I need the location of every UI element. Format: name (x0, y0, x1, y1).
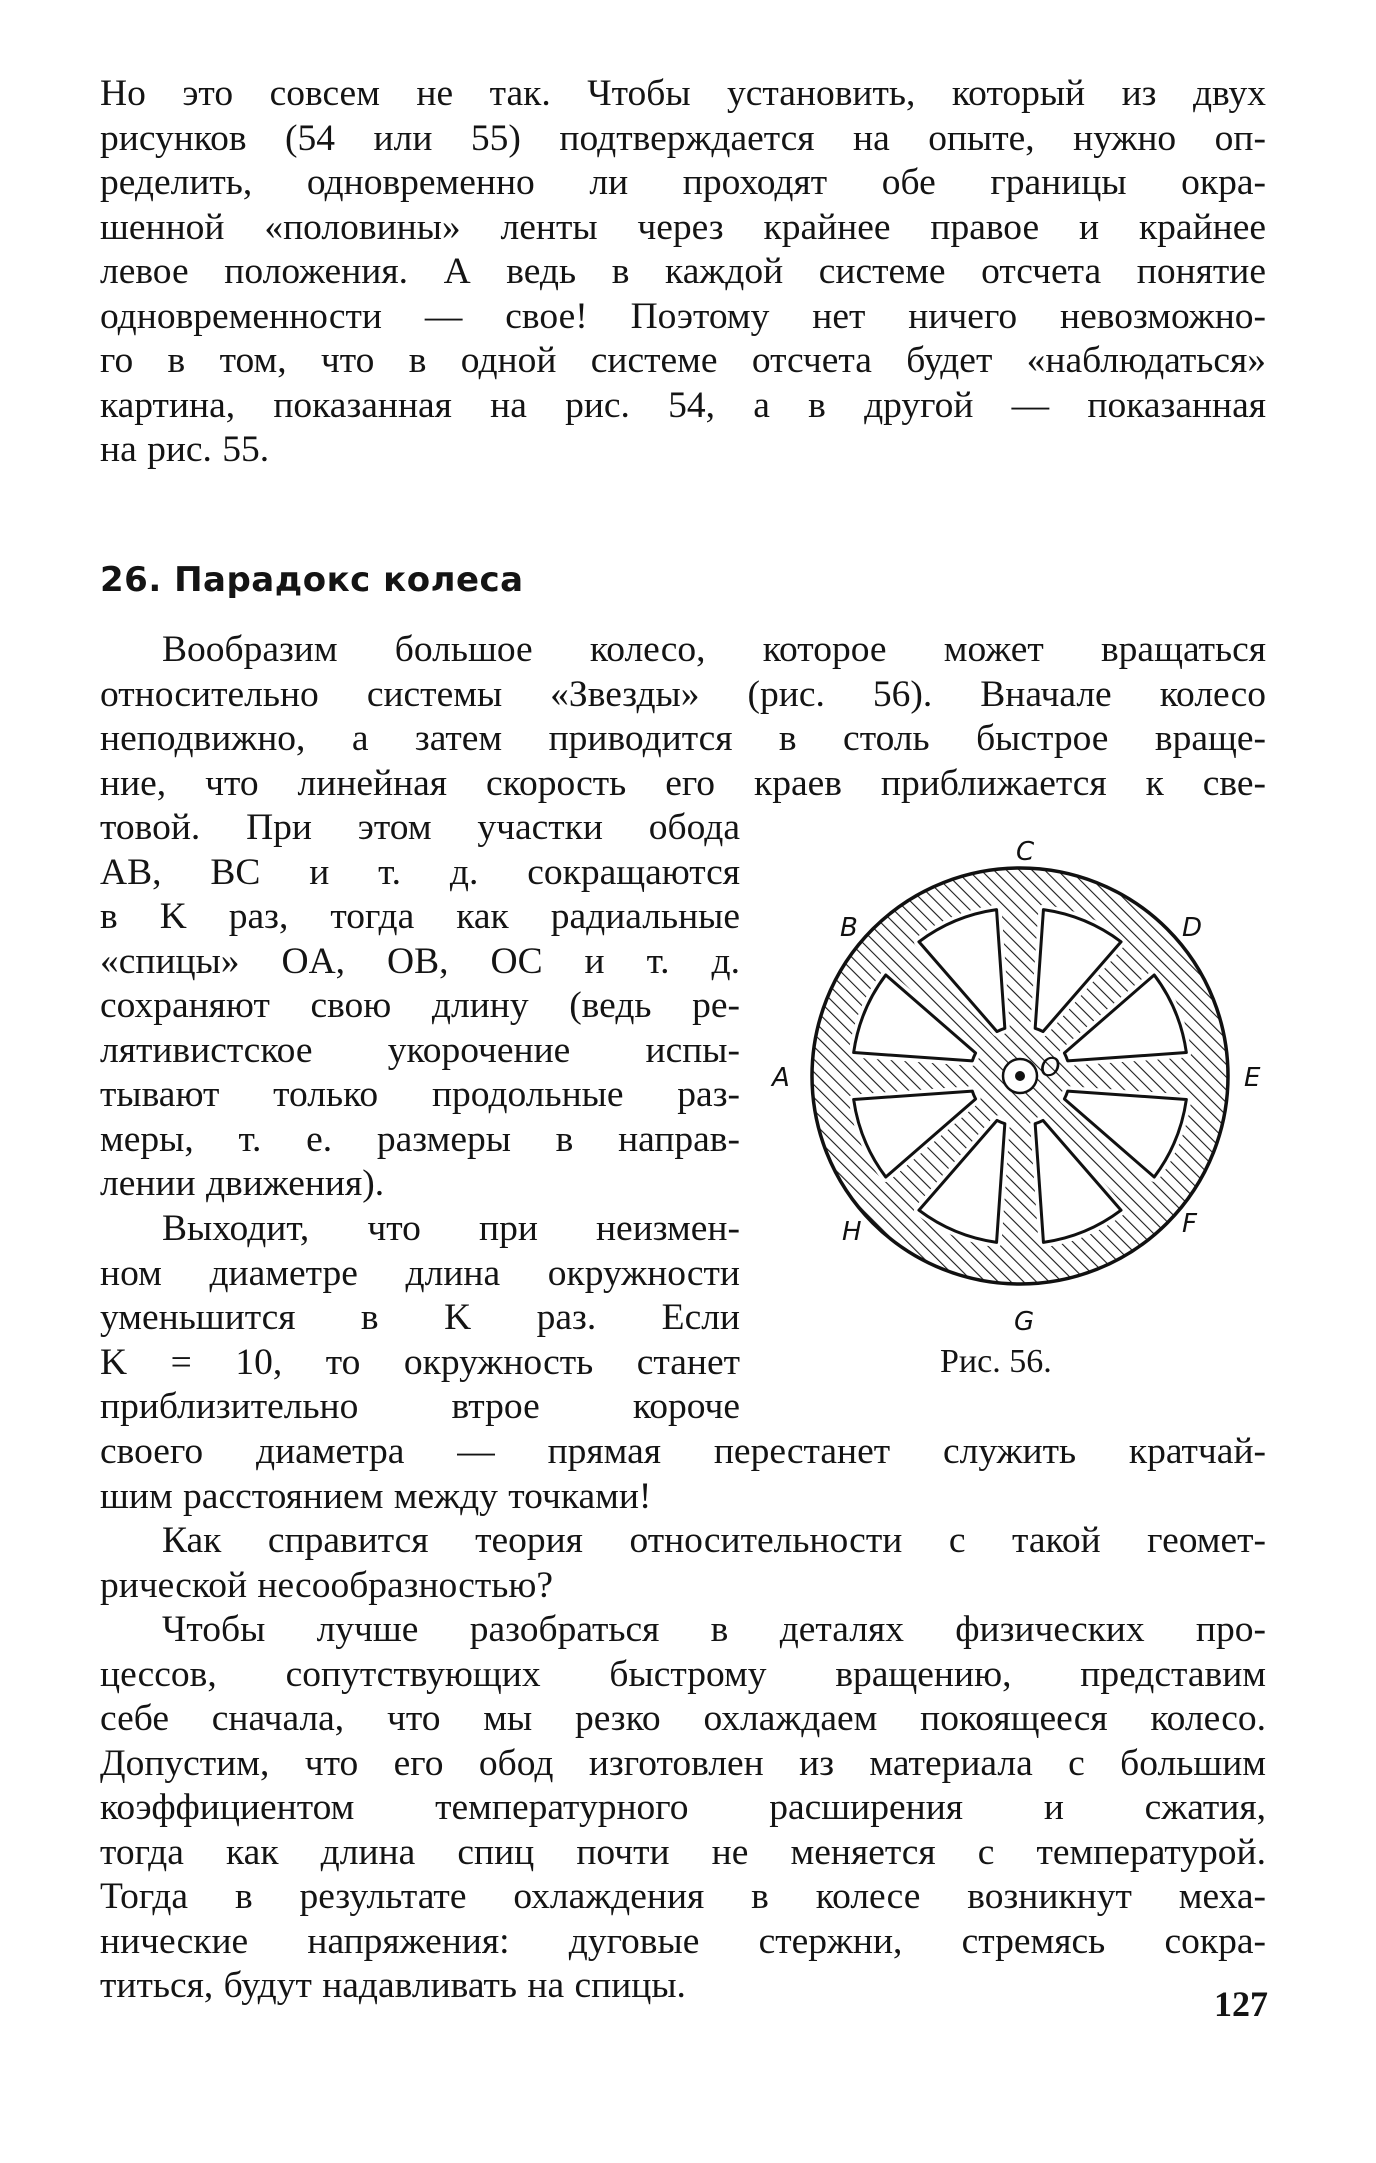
text-line: своего диаметра — прямая перестанет служить кратчай- (100, 1431, 1266, 1472)
text-line: тывают только продольные раз- (100, 1074, 740, 1115)
text-line: лятивистское укорочение испы- (100, 1029, 740, 1071)
label-d: D (1182, 913, 1203, 943)
text-line: ние, что линейная скорость его краев приближается к све- (100, 762, 1266, 804)
text-line: рической несообразностью? (100, 1564, 554, 1606)
text-line: тогда как длина спиц почти не меняется с температурой. (100, 1831, 1266, 1873)
text-line: картина, показанная на рис. 54, а в другой — показанная (100, 384, 1266, 426)
page-number: 127 (1214, 1984, 1268, 2024)
paragraph-3 (100, 1430, 1266, 1519)
figure-caption: Рис. 56. (940, 1343, 1052, 1380)
text-line: Вообразим большое колесо, которое может вращаться (162, 629, 1266, 670)
label-f: F (1182, 1209, 1197, 1239)
text-line: уменьшится в K раз. Если (100, 1297, 740, 1338)
label-c: C (1016, 838, 1035, 867)
text-line: на рис. 55. (100, 429, 270, 470)
text-line: Допустим, что его обод изготовлен из материала с большим (100, 1742, 1266, 1784)
label-a: A (772, 1063, 790, 1093)
text-line: AB, BC и т. д. сокращаются (100, 851, 740, 893)
text-line: Чтобы лучше разобраться в деталях физических про- (162, 1609, 1266, 1650)
text-line: K = 10, то окружность станет (100, 1341, 740, 1383)
paragraph-3-wrapped (100, 1207, 740, 1430)
label-b: B (840, 913, 858, 943)
label-g: G (1014, 1307, 1035, 1337)
label-e: E (1244, 1063, 1261, 1093)
text-line: Выходит, что при неизмен- (162, 1208, 740, 1249)
paragraph-1 (100, 72, 1266, 473)
wheel-figure (770, 838, 1270, 1358)
text-line: коэффициентом температурного расширения и сжатия, (100, 1787, 1266, 1828)
text-line: себе сначала, что мы резко охлаждаем покоящееся колесо. (100, 1698, 1266, 1739)
text-line: левое положения. А ведь в каждой системе отсчета понятие (100, 251, 1266, 292)
text-line: неподвижно, а затем приводится в столь быстрое враще- (100, 718, 1266, 759)
text-line: меры, т. е. размеры в направ- (100, 1118, 740, 1160)
text-line: титься, будут надавливать на спицы. (100, 1965, 686, 2006)
paragraph-5 (100, 1608, 1266, 2009)
wheel-axle (1015, 1071, 1025, 1081)
text-line: шим расстоянием между точками! (100, 1475, 652, 1517)
text-line: одновременности — свое! Поэтому нет ничего невозможно- (100, 295, 1266, 337)
text-line: товой. При этом участки обода (100, 807, 740, 848)
text-line: цессов, сопутствующих быстрому вращению, представим (100, 1653, 1266, 1695)
paragraph-4 (100, 1519, 1266, 1608)
text-line: относительно системы «Звезды» (рис. 56). Вначале колесо (100, 673, 1266, 715)
text-line: ном диаметре длина окружности (100, 1252, 740, 1294)
text-line: Тогда в результате охлаждения в колесе возникнут меха- (100, 1876, 1266, 1917)
label-h: H (842, 1217, 862, 1247)
text-line: Но это совсем не так. Чтобы установить, который из двух (100, 73, 1266, 114)
text-line: рисунков (54 или 55) подтверждается на опыте, нужно оп- (100, 117, 1266, 159)
text-line: нические напряжения: дуговые стержни, стремясь сокра- (100, 1920, 1266, 1962)
text-line: «спицы» OA, OB, OC и т. д. (100, 940, 740, 982)
paragraph-2 (100, 628, 1266, 806)
text-line: Как справится теория относительности с такой геомет- (162, 1520, 1266, 1561)
text-line: приблизительно втрое короче (100, 1386, 740, 1427)
text-line: шенной «половины» ленты через крайнее правое и крайнее (100, 206, 1266, 248)
text-line: сохраняют свою длину (ведь ре- (100, 985, 740, 1026)
section-heading: 26. Парадокс колеса (100, 560, 524, 600)
text-line: го в том, что в одной системе отсчета будет «наблюдаться» (100, 340, 1266, 381)
paragraph-2-wrapped (100, 806, 740, 1207)
text-line: ределить, одновременно ли проходят обе границы окра- (100, 162, 1266, 203)
text-line: в K раз, тогда как радиальные (100, 896, 740, 937)
label-o: O (1040, 1053, 1061, 1083)
text-line: лении движения). (100, 1163, 385, 1204)
